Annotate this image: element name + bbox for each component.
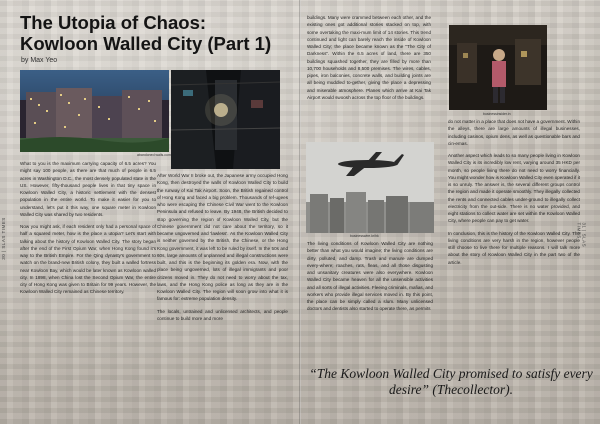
article-title: [20, 12, 271, 54]
right-running-head: 31 | SLAS TIMES: [576, 222, 587, 248]
paragraph: In conclusion, this is the history of the Kowloon Walled City. The living conditions are very harsh in the region, however people still choose to live there for multiple reasons. I will talk more about the story of Kowloon Walled City in the part two of the article.: [448, 230, 580, 265]
author-byline: by Max Yeo: [21, 57, 58, 64]
paragraph: Now you might ask, if each resident only had a personal space of half a squared meter, how is the place a utopia? Let's start with talking about the history of Kowloon Walled City. The story began after the end of the First Opium War, when Hong Kong found it's way to the British Empire. For the Qing dynasty's government to watch on the brand-new British colony, they built a walled fortress near Kowloon Bay, which would be later known as Kowloon walled city. In 1898, when China lost the Second Opium War, the entire city of Hong Kong was given to Britain for 99 years. However, the Kowloon Walled City remained as Chinese territory.: [20, 224, 156, 295]
walled-city-night-photo: [20, 70, 169, 152]
photo-1-credit: abandoned walls.com: [137, 153, 171, 157]
article-column-3b: [307, 240, 433, 318]
page-fold: [299, 0, 301, 424]
paragraph: What to you is the maximum carrying capacity of 6.5 acres? You might say 100 people, as there are that much of people in 6.5 acres in Washington D.C., the most densely populated state in the US. However, fifty-thousand people lives in that tiny space in Kowloon Walled City, a historic settlement with the densest population in the entire world. To make it easier for you to understand, let's put it this way, one square meter in Kowloon Walled City was shared by two residents.: [20, 161, 156, 217]
dark-alley-photo: [171, 70, 280, 169]
paragraph: do not matter in a place that does not have a government. Within the alleys, there are large amounts of illegal businesses, including casinos, opium dens, as well as questionable bars and cin-emas.: [448, 119, 580, 146]
photo-3-credit: businesswire.kr/hk: [350, 234, 379, 238]
paragraph: After World War II broke out, the Japanese army occupied Hong Kong, then destroyed the walls of Kowloon Walled City to build the runway of Kai Tak Airport. Soon, the British regained control of Hong Kong and faced a big problem. Thousands of ref-ugees who were escaping the Chinese Civil War went to the Kowloon Peninsula and refused to leave. By 1948, the British decided to stop governing the region of Kowloon Walled City, but the Chinese government did not care about the territory, so it became ungoverned and 'lawless'. As the Kowloon Walled City is neither governed by the British, the Chinese, or the Hong Kong government, it was left to be ruled by itself. In the 50s and 60s, large amounts of unplanned and illegal constructions were built, and this is the beginning its golden era. Now, with the place being ungoverned, lots of illegal immigrants and poor citizens moved in. They do not need to worry about the tax, laws, and the Hong Kong police as long as they are in the Kowloon Walled City. The region will soon grow into what it is famous for: extreme population density.: [157, 173, 288, 302]
left-running-head: 30 | SLAS TIMES: [0, 217, 6, 260]
paragraph: Another aspect which leads to so many people living in Kowloon Walled City is its incredibly low rent, varying around 35 HKD per month, so people living there do not need to worry financially. You might wonder how is Kowloon Walled City even operated if it is so unruly. The answer is, the several different groups control the region and made it operate smoothly. They illegally collected the rents and connected cables under-ground to illegally collect electricity from the out-side. There is no water provided, and eight stations to collect water are set within the Kowloon Walled City, where people can pay to get water.: [448, 153, 580, 224]
title-line-2: Kowloon Walled City (Part 1): [20, 33, 272, 54]
article-column-3a: [307, 14, 431, 106]
paragraph: The living conditions of Kowloon Walled City are nothing better than what you would imagine; the living conditions are dirty, polluted, and damp. Trash and manure are dumped every-where; roaches, rats, fleas, and all those disgusting and unsanitary creatures were also everywhere. Kowloon Walled City became heaven for all the unsensible activities and all sorts of illegal activities. Fleeing criminals, mafias, and workers who provide illegal services moved in. By this point, the place can be simply called a slum. Many unlicensed doctors and dentists also started to operate there, as permits: [307, 241, 433, 312]
plane-over-city-photo: [306, 142, 434, 233]
article-column-1: [20, 160, 156, 301]
article-column-4: [448, 118, 580, 271]
paragraph: The locals, untrained and unlicensed architects, and people continue to build more and more: [157, 308, 288, 321]
article-column-2: [157, 172, 288, 327]
resident-photo: [449, 25, 547, 110]
title-line-1: The Utopia of Chaos:: [20, 12, 207, 33]
pull-quote: “The Kowloon Walled City promised to satisfy every desire” (Thecollector).: [309, 366, 593, 397]
paragraph: buildings. Many were crammed between each other, and the existing ones got additional stories stacked on top, with some overtaking the maxi-mum limit of 14 stories. This trend continued and light can barely reach the inside of Kowloon Walled City; the place became known as the "The City of Darkness". Within the 6.5 acres of land, there are 350 buildings squashed together, they are filled by more than 10,700 households and 8,500 premises. The wires, cables, pipes, iron balconies, concrete walls, and building joints are all being muddled to-gether, giving the place a depressing and miserable atmosphere. Planes which arrive at Kai Tak Airport would swoosh across the top floor of the buildings.: [307, 15, 431, 100]
photo-4-credit: businessinsider.in: [483, 112, 511, 116]
